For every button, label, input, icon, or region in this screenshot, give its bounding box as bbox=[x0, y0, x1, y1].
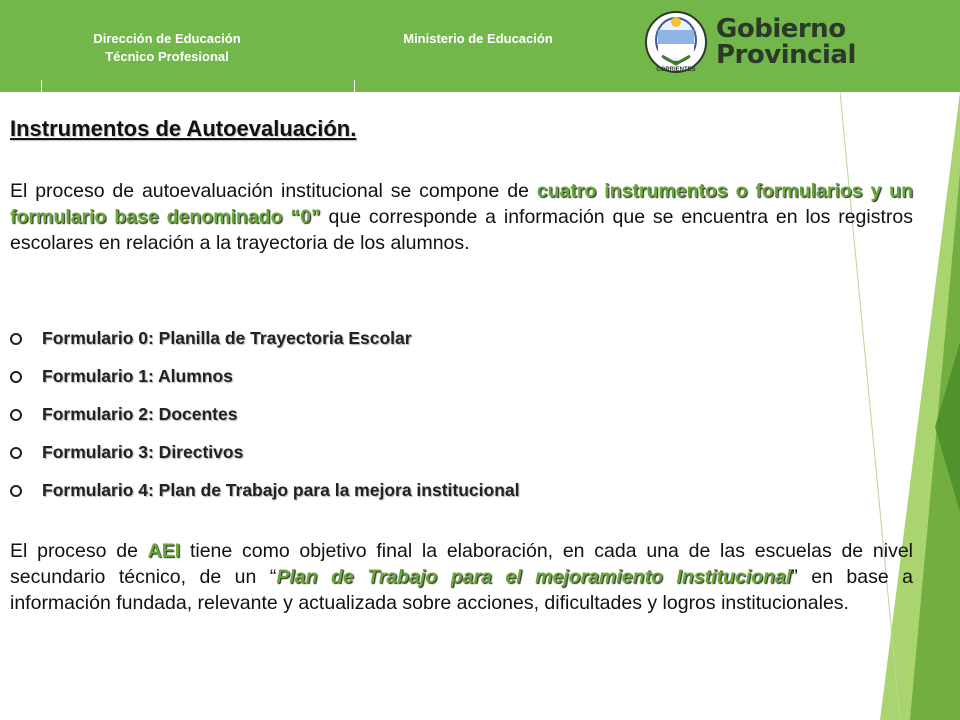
list-item bbox=[10, 480, 519, 518]
intro-highlight: cuatro instrumentos o formularios y un formulario base denominado “0” bbox=[10, 180, 914, 228]
intro-text-2: que corresponde a información que se encuentra en los registros escolares en relación a la trayectoria de los alumnos. bbox=[10, 206, 913, 254]
bullet-circle-icon bbox=[10, 485, 22, 497]
intro-text-1: El proceso de autoevaluación institucional se compone de bbox=[10, 180, 537, 202]
header-left-line1: Dirección de Educación bbox=[93, 31, 241, 46]
page-title: Instrumentos de Autoevaluación. bbox=[10, 116, 357, 141]
header-ministerio: Ministerio de Educación bbox=[403, 31, 553, 46]
bullet-circle-icon bbox=[10, 371, 22, 383]
list-item-label: Formulario 1: Alumnos bbox=[42, 366, 233, 386]
shield-caption: CORRIENTES bbox=[656, 67, 696, 73]
list-item bbox=[10, 442, 519, 480]
intro-paragraph bbox=[10, 178, 913, 256]
bullet-circle-icon bbox=[10, 409, 22, 421]
list-item bbox=[10, 366, 519, 404]
formularios-list bbox=[10, 328, 519, 518]
list-item bbox=[10, 404, 519, 442]
gobierno-provincial-logo bbox=[640, 6, 856, 80]
list-item-label: Formulario 0: Planilla de Trayectoria Escolar bbox=[42, 328, 412, 348]
corrientes-shield-icon bbox=[644, 10, 708, 74]
list-item bbox=[10, 328, 519, 366]
header-divider-middle bbox=[354, 80, 355, 92]
closing-text-1: El proceso de bbox=[10, 540, 148, 562]
header-divider-left bbox=[41, 80, 42, 92]
closing-text-3: ” en base a información fundada, relevante y actualizada sobre acciones, dificultades y logros institucionales. bbox=[10, 566, 913, 614]
closing-highlight-plan: Plan de Trabajo para el mejoramiento Institucional bbox=[276, 566, 792, 588]
logo-line2: Provincial bbox=[716, 40, 856, 70]
header-left-text bbox=[62, 30, 272, 66]
logo-wordmark bbox=[716, 16, 856, 68]
closing-highlight-aei: AEI bbox=[147, 540, 181, 562]
list-item-label: Formulario 3: Directivos bbox=[42, 442, 244, 462]
bullet-circle-icon bbox=[10, 447, 22, 459]
closing-paragraph bbox=[10, 538, 913, 616]
bullet-circle-icon bbox=[10, 333, 22, 345]
closing-text-2: tiene como objetivo final la elaboración, en cada una de las escuelas de nivel secundario técnico, de un “ bbox=[10, 540, 913, 588]
header-left-line2: Técnico Profesional bbox=[105, 49, 229, 64]
logo-line1: Gobierno bbox=[716, 14, 846, 44]
header-band bbox=[0, 0, 960, 92]
list-item-label: Formulario 4: Plan de Trabajo para la mejora institucional bbox=[42, 480, 520, 500]
list-item-label: Formulario 2: Docentes bbox=[42, 404, 238, 424]
